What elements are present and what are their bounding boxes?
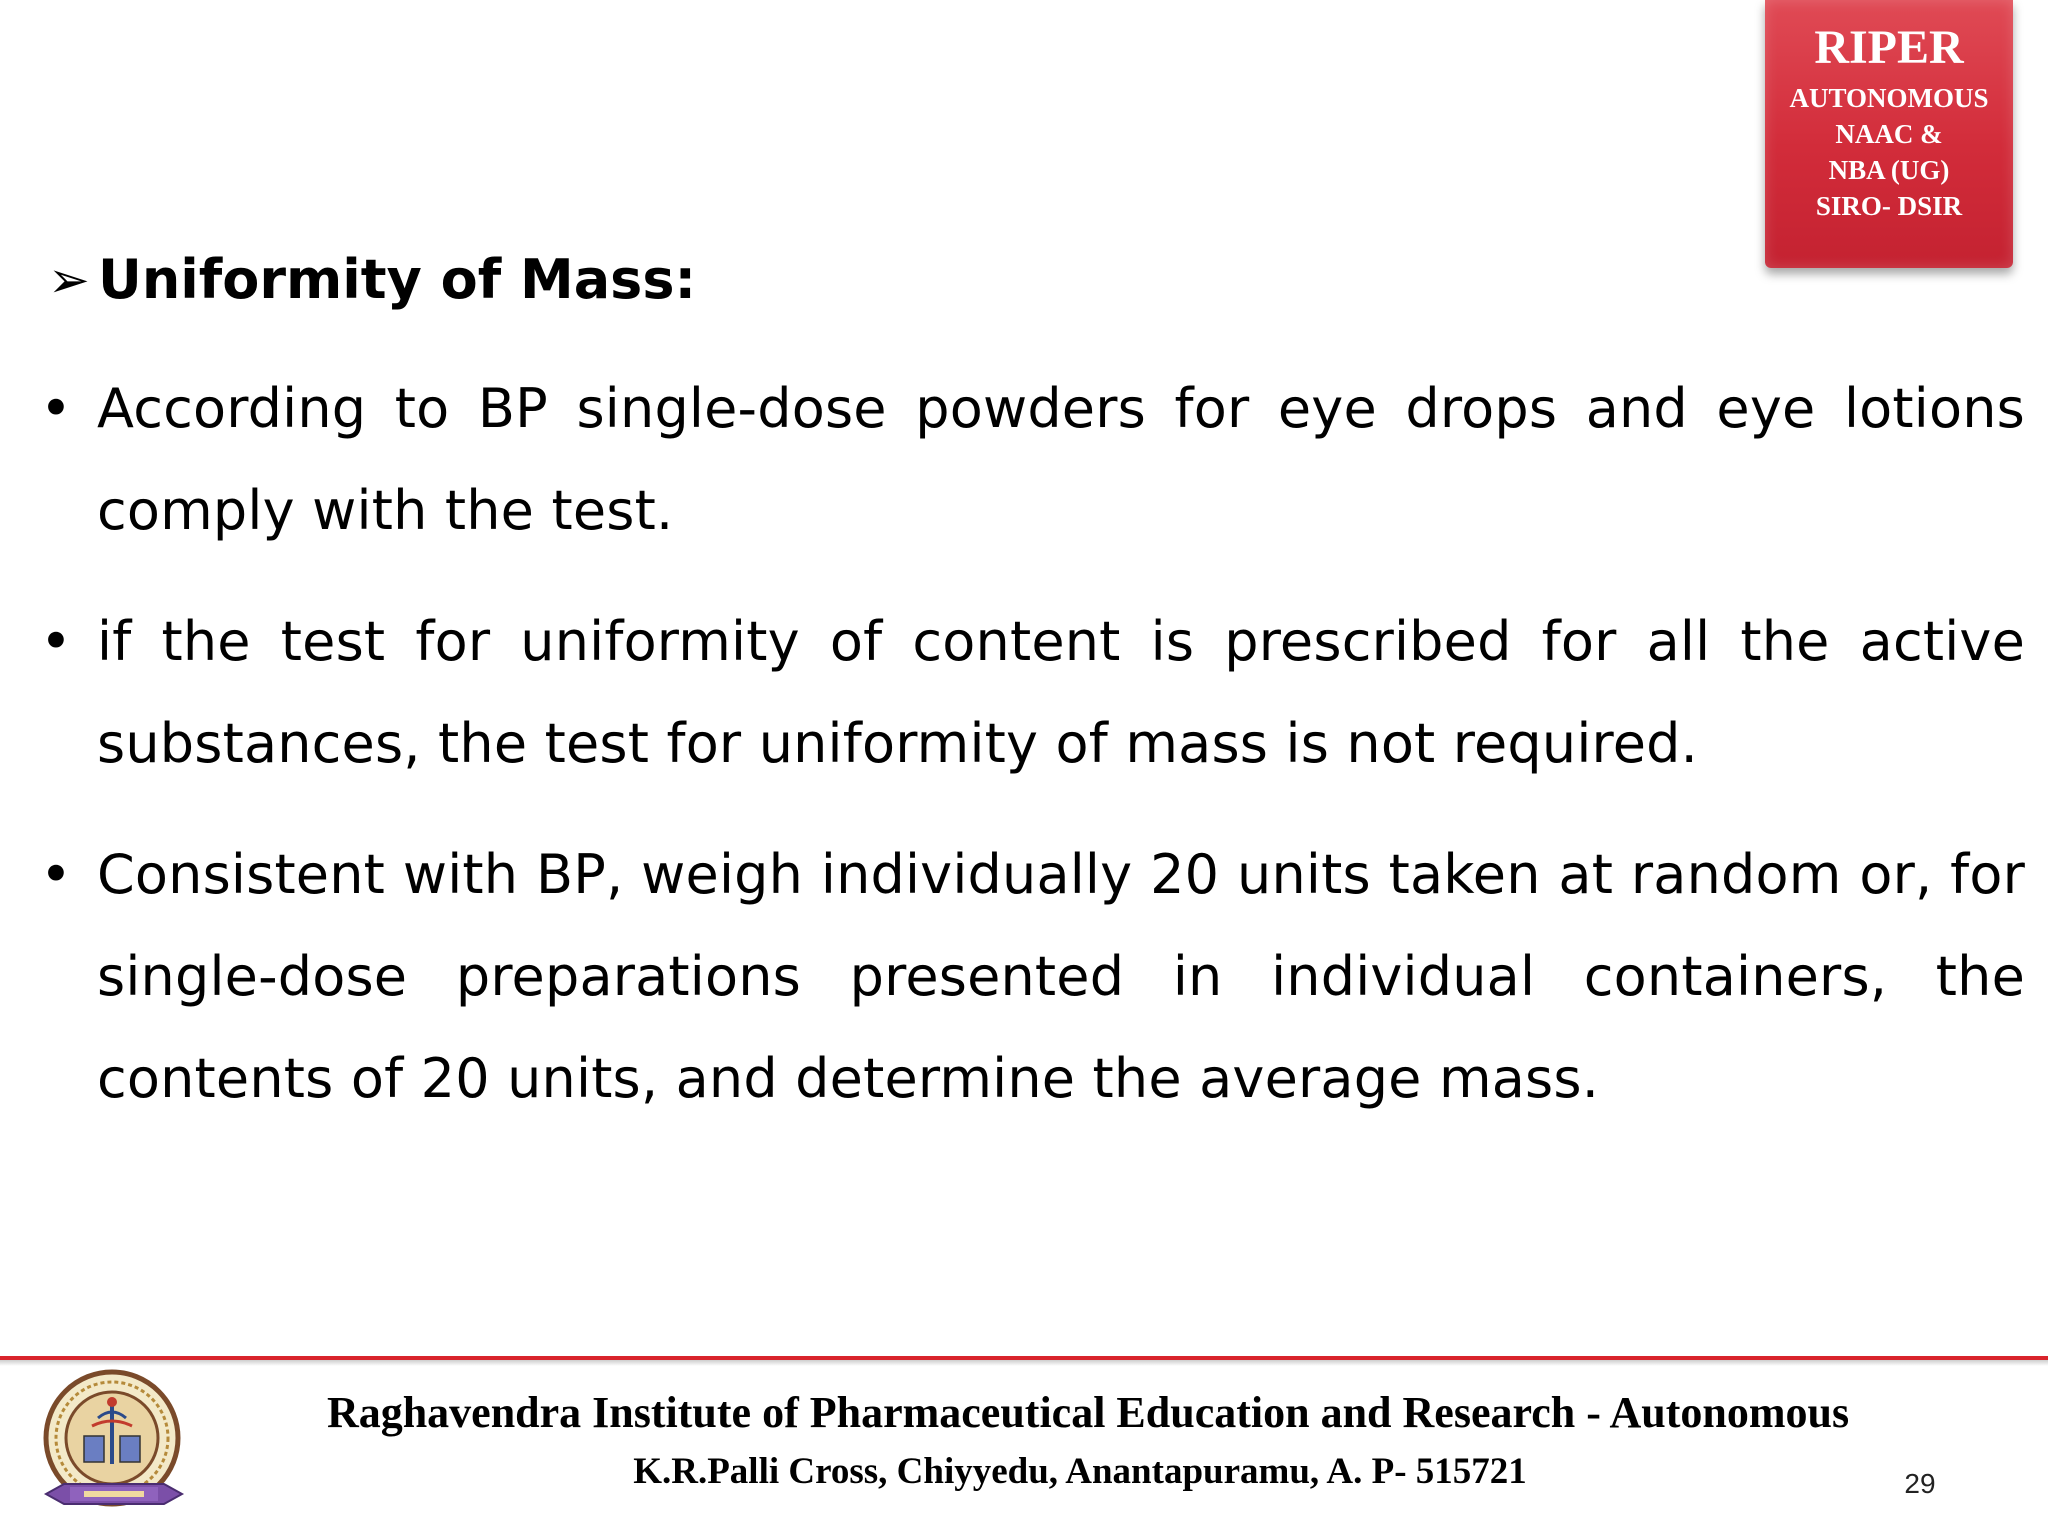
bullet-text: According to BP single-dose powders for eye drops and eye lotions comply with the test. [97, 377, 2025, 542]
footer-divider-shadow [0, 1360, 2048, 1366]
footer-institute-name: Raghavendra Institute of Pharmaceutical Education and Research - Autonomous [326, 1388, 1850, 1437]
bullet-dot-icon: • [40, 610, 73, 673]
bullet-item [40, 591, 2025, 795]
bullet-list [40, 358, 2025, 1159]
badge-line-naac: NAAC & [1835, 119, 1943, 149]
badge-lines [1765, 80, 2013, 224]
bullet-text: if the test for uniformity of content is prescribed for all the active substances, the test for uniformity of mass is not required. [97, 610, 2025, 775]
institute-seal-icon [40, 1366, 188, 1526]
heading-text: Uniformity of Mass: [98, 248, 697, 311]
bullet-item [40, 824, 2025, 1130]
page-number: 29 [1904, 1468, 1936, 1499]
badge-line-autonomous: AUTONOMOUS [1789, 83, 1989, 113]
bullet-dot-icon: • [40, 843, 73, 906]
accreditation-badge [1765, 0, 2013, 268]
badge-title: RIPER [1814, 21, 1964, 74]
arrow-bullet-icon: ➢ [48, 251, 90, 309]
slide-heading [48, 248, 696, 312]
bullet-dot-icon: • [40, 377, 73, 440]
badge-line-siro: SIRO- DSIR [1815, 191, 1963, 221]
bullet-text: Consistent with BP, weigh individually 20 units taken at random or, for single-dose preparations presented in individual containers, the contents of 20 units, and determine the average mass. [97, 843, 2025, 1110]
footer-address: K.R.Palli Cross, Chiyyedu, Anantapuramu, A. P- 515721 [633, 1451, 1527, 1492]
badge-line-nba: NBA (UG) [1828, 155, 1950, 185]
bullet-item [40, 358, 2025, 562]
